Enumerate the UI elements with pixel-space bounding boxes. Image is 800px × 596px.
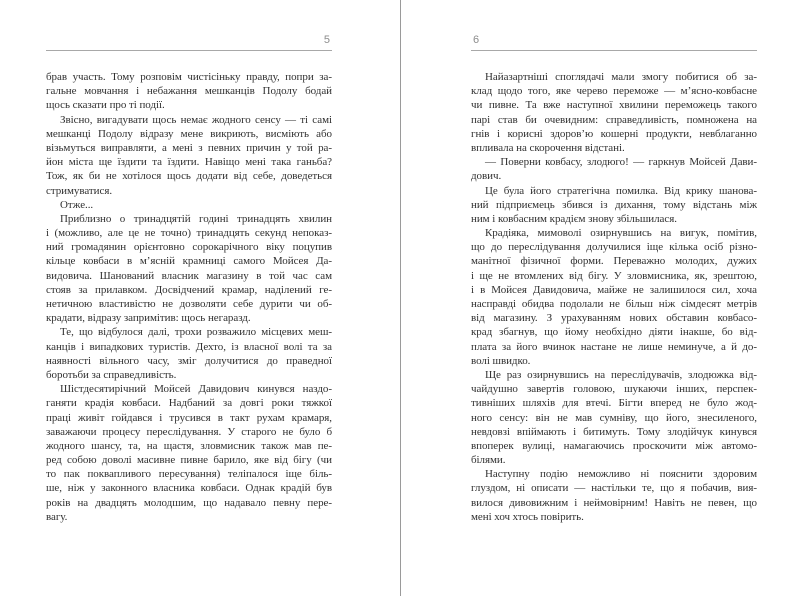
text-line: крадати, відразу запримітив: щось негаразд. xyxy=(46,312,251,325)
text-line: парі став би очевидним: справедливість, помножена на xyxy=(471,113,757,126)
text-line: манітної фізичної форми. Переважно молодих, дужих xyxy=(471,255,757,268)
text-line: впоперек вулиці, намагаючись проскочити між автомо- xyxy=(471,439,757,452)
text-line: насправді обидва подолали не більш ніж сімдесят метрів xyxy=(471,298,757,310)
text-line: — Поверни ковбасу, злодюго! — гаркнув Мойсей Дави- xyxy=(485,156,757,169)
text-line: йон міста ще їздити та їздити. Навіщо мені така ганьба? xyxy=(46,156,332,169)
text-line: чи пивне. Та вже наступної хвилини переможець такого xyxy=(471,99,757,112)
page-number: 6 xyxy=(473,34,480,46)
text-line: і в Мойсея Давидовича, майже не залишилося сил, хоча xyxy=(471,283,757,296)
text-line: ше, ніж у законного власника ковбаси. Однак крадій був xyxy=(46,482,332,495)
text-line: волі швидко. xyxy=(471,354,531,367)
text-line: Звісно, вигадувати щось немає жодного сенсу — ті самі xyxy=(60,113,332,126)
text-line: Те, що відбулося далі, трохи розважило місцевих меш- xyxy=(60,326,332,339)
text-line: гальне мовчання і небажання мешканців Подолу бодай xyxy=(46,85,332,98)
text-line: ний громадянин орієнтовно сорокарічного віку поцупив xyxy=(46,241,332,254)
text-line: стримуватися. xyxy=(46,184,113,197)
text-line: вилося дивовижним і неймовірним! Навіть не певен, що xyxy=(471,496,757,509)
text-line: наявності вільного часу, зміг долучитися до праведної xyxy=(46,354,332,367)
spine-divider xyxy=(400,0,401,596)
text-line: праці живіт гойдався і трусився в такт рухам крамаря, xyxy=(46,411,332,424)
text-line: Найазартніші споглядачі мали змогу побитися об за- xyxy=(485,71,757,83)
text-line: і ще не втомлених від бігу. У зловмисника, як, зрештою, xyxy=(471,269,757,282)
text-line: білями. xyxy=(471,454,506,467)
text-line: що до переслідування долучилися іще кілька осіб різно- xyxy=(471,241,757,254)
page-right xyxy=(471,0,757,596)
text-line: нетичною властивістю не дозволяти себе дурити чи об- xyxy=(46,298,332,310)
text-line: Крадіяка, мимоволі озирнувшись на вигук, помітив, xyxy=(485,227,757,240)
text-line: Ще раз озирнувшись на переслідувачів, злодюжка від- xyxy=(485,368,757,381)
text-line: то пак поквапливого пересування) теліпалося іще біль- xyxy=(46,468,332,481)
text-line: тивніших шляхів для втечі. Бігти вперед не було жод- xyxy=(471,397,757,410)
text-line: вагу. xyxy=(46,510,68,523)
text-line: кільце ковбаси в м’ясній крамниці самого Мойсея Да- xyxy=(46,255,332,268)
text-line: видовича. Шанований власник магазину в той час сам xyxy=(46,269,332,282)
text-line: Тож, як би не хотілося щось додати від себе, доведеться xyxy=(46,170,332,183)
text-line: ний підприємець збився із дихання, тому відстань між xyxy=(471,198,757,211)
text-line: Приблизно о тринадцятій годині тринадцять хвилин xyxy=(60,212,332,225)
text-line: впливала на скорочення відстані. xyxy=(471,141,625,154)
text-line: дович. xyxy=(471,170,502,183)
page-header-rule xyxy=(46,0,332,51)
text-line: ред собою доволі масивне пивне барило, яке від бігу (чи xyxy=(46,454,332,467)
text-line: візьмуться виправляти, а мені з певних причин у той ра- xyxy=(46,141,332,154)
text-line: жодного шансу, та, на щастя, зловмисник також мав пе- xyxy=(46,439,332,452)
text-line: плата за його вчинок настане не лише неминуче, а й до- xyxy=(471,340,757,353)
text-line: чайдушно завертів головою, шукаючи інших, перспек- xyxy=(471,383,757,396)
text-line: від магазину. З урахуванням нових обставин ковбасо- xyxy=(471,312,757,325)
text-line: Шістдесятирічний Мойсей Давидович кинувся наздо- xyxy=(60,383,332,396)
text-line: мешканці Подолу відразу мене викриють, висміють або xyxy=(46,127,332,140)
page-header-rule xyxy=(471,0,757,51)
text-line: глуздом, ні описати — настільки те, що я побачив, вия- xyxy=(471,482,757,495)
text-line: невдовзі впіймають і битимуть. Тому злодійчук кинувся xyxy=(471,425,757,438)
text-line: мені хоч хтось повірить. xyxy=(471,510,584,523)
text-line: Наступну подію неможливо ні пояснити здоровим xyxy=(485,468,757,481)
text-line: Отже... xyxy=(60,198,94,211)
text-line: ним і ковбасним крадієм знову збільшилася. xyxy=(471,212,677,225)
text-line: стояв за прилавком. Досвідчений крамар, наділений ге- xyxy=(46,283,332,296)
page-number: 5 xyxy=(323,34,330,46)
text-line: ганяти крадія ковбаси. Надбаний за довгі роки тяжкої xyxy=(46,397,332,410)
text-line: крад збагнув, що йому необхідно діяти інакше, бо від- xyxy=(471,326,757,339)
text-line: заважаючи процесу переслідування. У старого не було б xyxy=(46,425,332,438)
text-line: ного сенсу: він не мав сумніву, що його, знесиленого, xyxy=(471,411,757,424)
text-line: щось сказати про ті події. xyxy=(46,99,165,112)
text-line: канців і випадкових туристів. Дехто, із власної волі та за xyxy=(46,340,332,353)
text-line: гнів і корисні здоров’ю кошерні продукти, невблаганно xyxy=(471,127,757,140)
text-line: років на двадцять молодшим, що надавало певну пере- xyxy=(46,496,332,509)
text-line: брав участь. Тому розповім чистісіньку правду, попри за- xyxy=(46,71,332,83)
text-line: клад щодо того, яке черево переможе — м’ясно-ковбасне xyxy=(471,85,757,98)
page-text-block xyxy=(471,70,757,524)
page-text-block xyxy=(46,70,332,524)
text-line: боротьби за справедливість. xyxy=(46,368,177,381)
text-line: і (можливо, але це не точно) тринадцять секунд непоказ- xyxy=(46,227,332,240)
text-line: Це була його стратегічна помилка. Від крику шанова- xyxy=(485,184,757,197)
page-left xyxy=(46,0,332,596)
